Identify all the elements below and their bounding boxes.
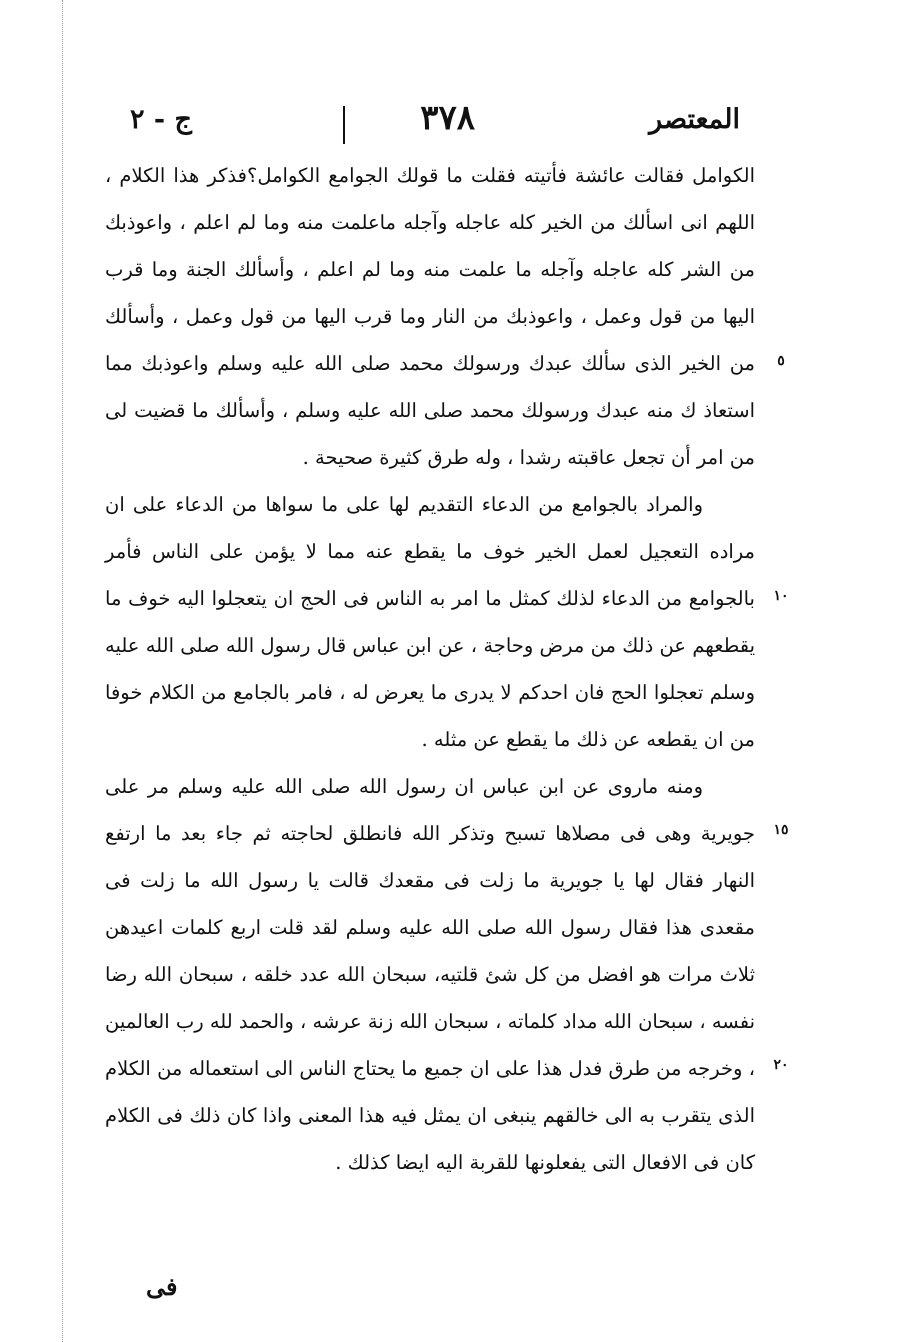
paragraph: والمراد بالجوامع من الدعاء التقديم لها على ما سواها من الدعاء على ان مراده التعجيل لعمل الخير خوف ما يقطع عنه مما لا يؤمن على الناس فأمر بالجوامع من الدعاء لذلك كمثل ما امر به الناس فى الحج ان يتعجلوا اليه خوف ما يقطعهم عن ذلك من مرض وحاجة ، عن ابن عباس قال رسول الله صلى الله عليه وسلم تعجلوا الحج فان احدكم لا يدرى ما يعرض له ، فامر بالجامع من الكلام خوفا من ان يقطعه عن ذلك ما يقطع عن مثله . (105, 493, 755, 751)
header-divider (343, 106, 345, 144)
scan-edge-line (62, 0, 63, 1342)
paragraph: ومنه ماروى عن ابن عباس ان رسول الله صلى الله عليه وسلم مر على جويرية وهى فى مصلاها تسبح وتذكر الله فانطلق لحاجته ثم جاء بعد ما ارتفع النهار فقال لها يا جويرية ما زلت فى مقعدك قالت يا رسول الله ما زلت فى مقعدى هذا فقال رسول الله صلى الله عليه وسلم لقد قلت اربع كلمات اعيدهن ثلاث مرات هو افضل من كل شئ قلتيه، سبحان الله عدد خلقه ، سبحان الله رضا نفسه ، سبحان الله مداد كلماته ، سبحان الله زنة عرشه ، والحمد لله رب العالمين ، وخرجه من طرق فدل هذا على ان جميع ما يحتاج الناس الى استعماله من الكلام الذى يتقرب به الى خالقهم ينبغى ان يمثل فيه هذا المعنى واذا كان ذلك فى الكلام كان فى الافعال التى يفعلونها للقربة اليه ايضا كذلك . (105, 775, 755, 1174)
line-number-5: ٥ (777, 353, 785, 369)
line-number-15: ١٥ (773, 822, 789, 838)
running-title: المعتصر (649, 104, 740, 135)
line-number-20: ٢٠ (773, 1057, 789, 1073)
main-text (105, 152, 755, 1186)
catchword: فى (146, 1272, 178, 1301)
volume-label: ج - ٢ (130, 104, 192, 135)
line-number-10: ١٠ (773, 588, 789, 604)
paragraph: الكوامل فقالت عائشة فأتيته فقلت ما قولك الجوامع الكوامل؟فذكر هذا الكلام ، اللهم انى اسألك من الخير كله عاجله وآجله ماعلمت منه وما لم اعلم ، واعوذبك من الشر كله عاجله وآجله ما علمت منه وما لم اعلم ، وأسألك الجنة وما قرب اليها من قول وعمل ، واعوذبك من النار وما قرب اليها من قول وعمل ، وأسألك من الخير الذى سألك عبدك ورسولك محمد صلى الله عليه وسلم واعوذبك مما استعاذ ك منه عبدك ورسولك محمد صلى الله عليه وسلم ، وأسألك ما قضيت لى من امر أن تجعل عاقبته رشدا ، وله طرق كثيرة صحيحة . (105, 164, 755, 469)
page-header (130, 100, 740, 150)
page-number: ٣٧٨ (420, 98, 475, 138)
